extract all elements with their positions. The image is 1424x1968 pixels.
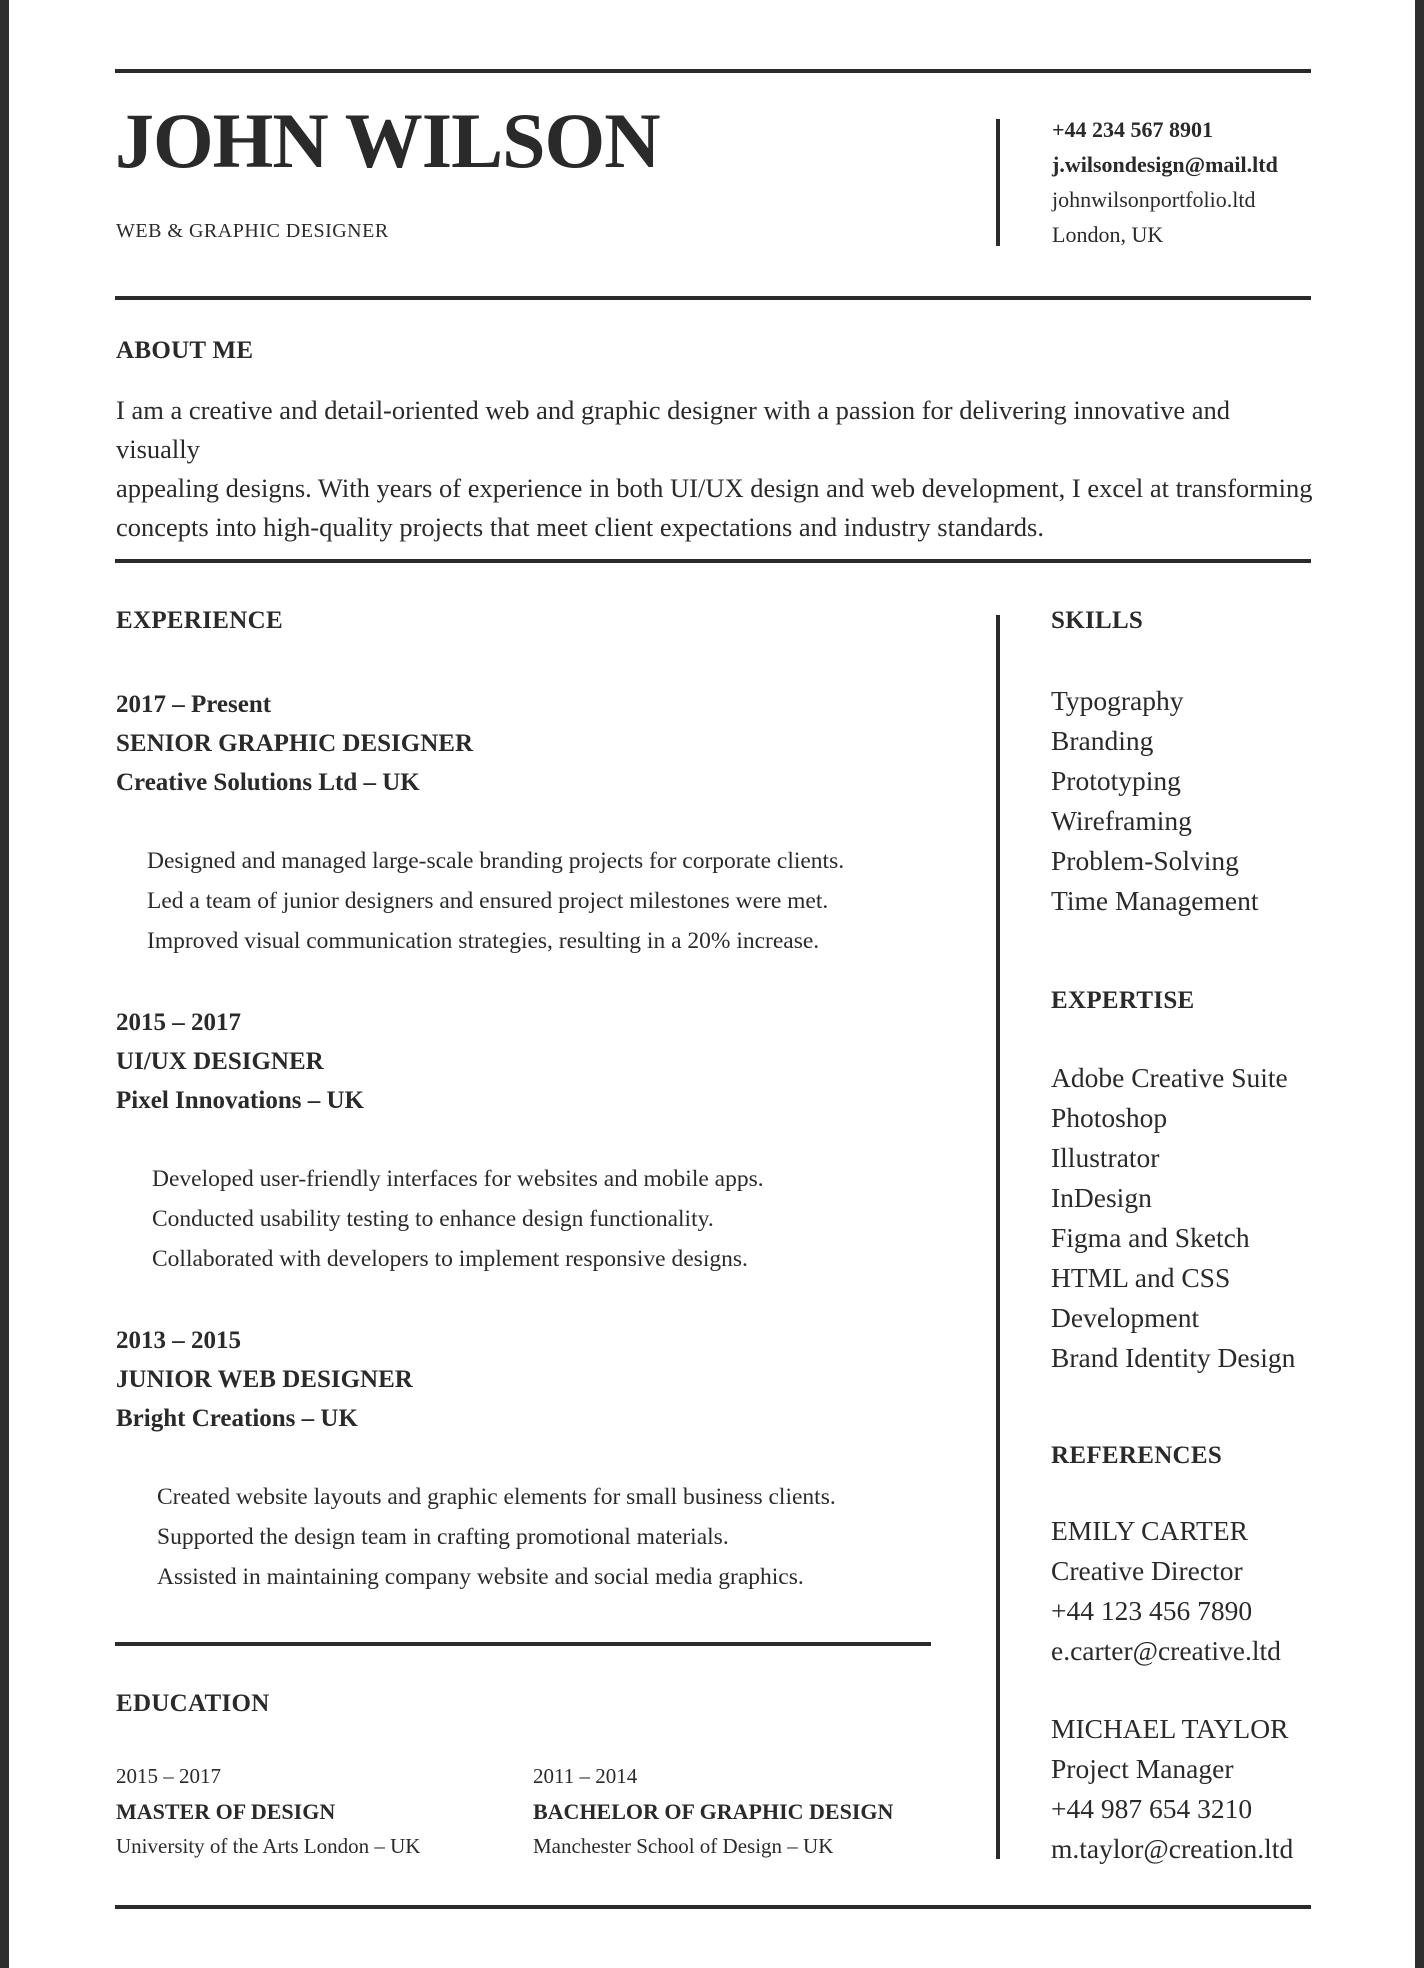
reference-name: MICHAEL TAYLOR — [1051, 1713, 1289, 1744]
about-title: ABOUT ME — [116, 337, 254, 364]
reference-title: Creative Director — [1051, 1555, 1243, 1586]
expertise-item: Adobe Creative Suite — [1051, 1062, 1288, 1093]
job-period: 2013 – 2015 — [116, 1327, 241, 1354]
job-bullet: Developed user-friendly interfaces for websites and mobile apps. — [152, 1166, 764, 1192]
education-title: EDUCATION — [116, 1690, 270, 1717]
skill-item: Time Management — [1051, 885, 1259, 916]
education-degree: MASTER OF DESIGN — [116, 1799, 336, 1824]
job-bullet: Led a team of junior designers and ensured project milestones were met. — [147, 888, 829, 914]
header-top-rule — [115, 69, 1311, 73]
skill-item: Branding — [1051, 725, 1154, 756]
skills-list — [1051, 681, 1259, 921]
job-entry — [116, 1003, 364, 1120]
contact-email: j.wilsondesign@mail.ltd — [1052, 152, 1278, 177]
reference-phone: +44 123 456 7890 — [1051, 1595, 1253, 1626]
header-bottom-rule — [115, 296, 1311, 300]
job-position: JUNIOR WEB DESIGNER — [116, 1366, 413, 1393]
expertise-item: Figma and Sketch — [1051, 1222, 1250, 1253]
about-bottom-rule — [115, 559, 1311, 563]
job-bullet: Conducted usability testing to enhance design functionality. — [152, 1206, 714, 1232]
job-entry — [116, 685, 473, 802]
experience-title: EXPERIENCE — [116, 607, 283, 634]
contact-block — [1052, 112, 1278, 252]
job-position: SENIOR GRAPHIC DESIGNER — [116, 730, 474, 757]
skill-item: Problem-Solving — [1051, 845, 1239, 876]
contact-location: London, UK — [1052, 222, 1164, 247]
footer-rule — [115, 1905, 1311, 1909]
about-text — [116, 391, 1316, 547]
job-company: Bright Creations – UK — [116, 1405, 358, 1432]
job-period: 2015 – 2017 — [116, 1009, 241, 1036]
education-period: 2011 – 2014 — [533, 1764, 638, 1788]
page-edge-right — [1415, 0, 1424, 1968]
job-bullet: Supported the design team in crafting promotional materials. — [157, 1524, 729, 1550]
skill-item: Typography — [1051, 685, 1184, 716]
job-bullet: Collaborated with developers to implement responsive designs. — [152, 1246, 748, 1272]
education-degree: BACHELOR OF GRAPHIC DESIGN — [533, 1799, 894, 1824]
skills-title: SKILLS — [1051, 607, 1144, 634]
job-bullets — [157, 1477, 836, 1597]
skill-item: Wireframing — [1051, 805, 1192, 836]
job-period: 2017 – Present — [116, 691, 272, 718]
education-item — [116, 1759, 420, 1864]
contact-website: johnwilsonportfolio.ltd — [1052, 187, 1256, 212]
job-company: Pixel Innovations – UK — [116, 1087, 364, 1114]
header-divider — [996, 119, 1000, 246]
job-company: Creative Solutions Ltd – UK — [116, 769, 420, 796]
education-school: University of the Arts London – UK — [116, 1834, 421, 1858]
job-bullet: Improved visual communication strategies, resulting in a 20% increase. — [147, 928, 820, 954]
job-bullet: Created website layouts and graphic elements for small business clients. — [157, 1484, 836, 1510]
references-title: REFERENCES — [1051, 1442, 1223, 1469]
page-edge-left — [0, 0, 9, 1968]
expertise-item: Photoshop — [1051, 1102, 1168, 1133]
reference-entry — [1051, 1511, 1281, 1671]
experience-bottom-rule — [115, 1642, 931, 1646]
reference-title: Project Manager — [1051, 1753, 1234, 1784]
expertise-item: Illustrator — [1051, 1142, 1160, 1173]
job-bullet: Assisted in maintaining company website and social media graphics. — [157, 1564, 804, 1590]
education-period: 2015 – 2017 — [116, 1764, 221, 1788]
sidebar-divider — [996, 615, 1000, 1859]
education-school: Manchester School of Design – UK — [533, 1834, 834, 1858]
reference-email: m.taylor@creation.ltd — [1051, 1833, 1294, 1864]
about-line: appealing designs. With years of experience in both UI/UX design and web development, I excel at transforming — [116, 473, 1313, 503]
reference-email: e.carter@creative.ltd — [1051, 1635, 1281, 1666]
job-bullets — [152, 1159, 764, 1279]
expertise-item: Brand Identity Design — [1051, 1342, 1296, 1373]
expertise-title: EXPERTISE — [1051, 987, 1195, 1014]
job-position: UI/UX DESIGNER — [116, 1048, 324, 1075]
contact-phone: +44 234 567 8901 — [1052, 117, 1214, 142]
reference-name: EMILY CARTER — [1051, 1515, 1248, 1546]
expertise-item: InDesign — [1051, 1182, 1152, 1213]
expertise-item: Development — [1051, 1302, 1200, 1333]
reference-phone: +44 987 654 3210 — [1051, 1793, 1253, 1824]
job-bullets — [147, 841, 844, 961]
education-item — [533, 1759, 893, 1864]
expertise-item: HTML and CSS — [1051, 1262, 1231, 1293]
job-bullet: Designed and managed large-scale branding projects for corporate clients. — [147, 848, 845, 874]
job-entry — [116, 1321, 413, 1438]
candidate-name: JOHN WILSON — [115, 97, 660, 184]
expertise-list — [1051, 1058, 1295, 1378]
about-line: concepts into high-quality projects that meet client expectations and industry standards. — [116, 512, 1044, 542]
reference-entry — [1051, 1709, 1293, 1869]
about-line: I am a creative and detail-oriented web and graphic designer with a passion for delivering innovative and visually — [116, 395, 1231, 464]
candidate-role: WEB & GRAPHIC DESIGNER — [116, 220, 389, 242]
skill-item: Prototyping — [1051, 765, 1181, 796]
